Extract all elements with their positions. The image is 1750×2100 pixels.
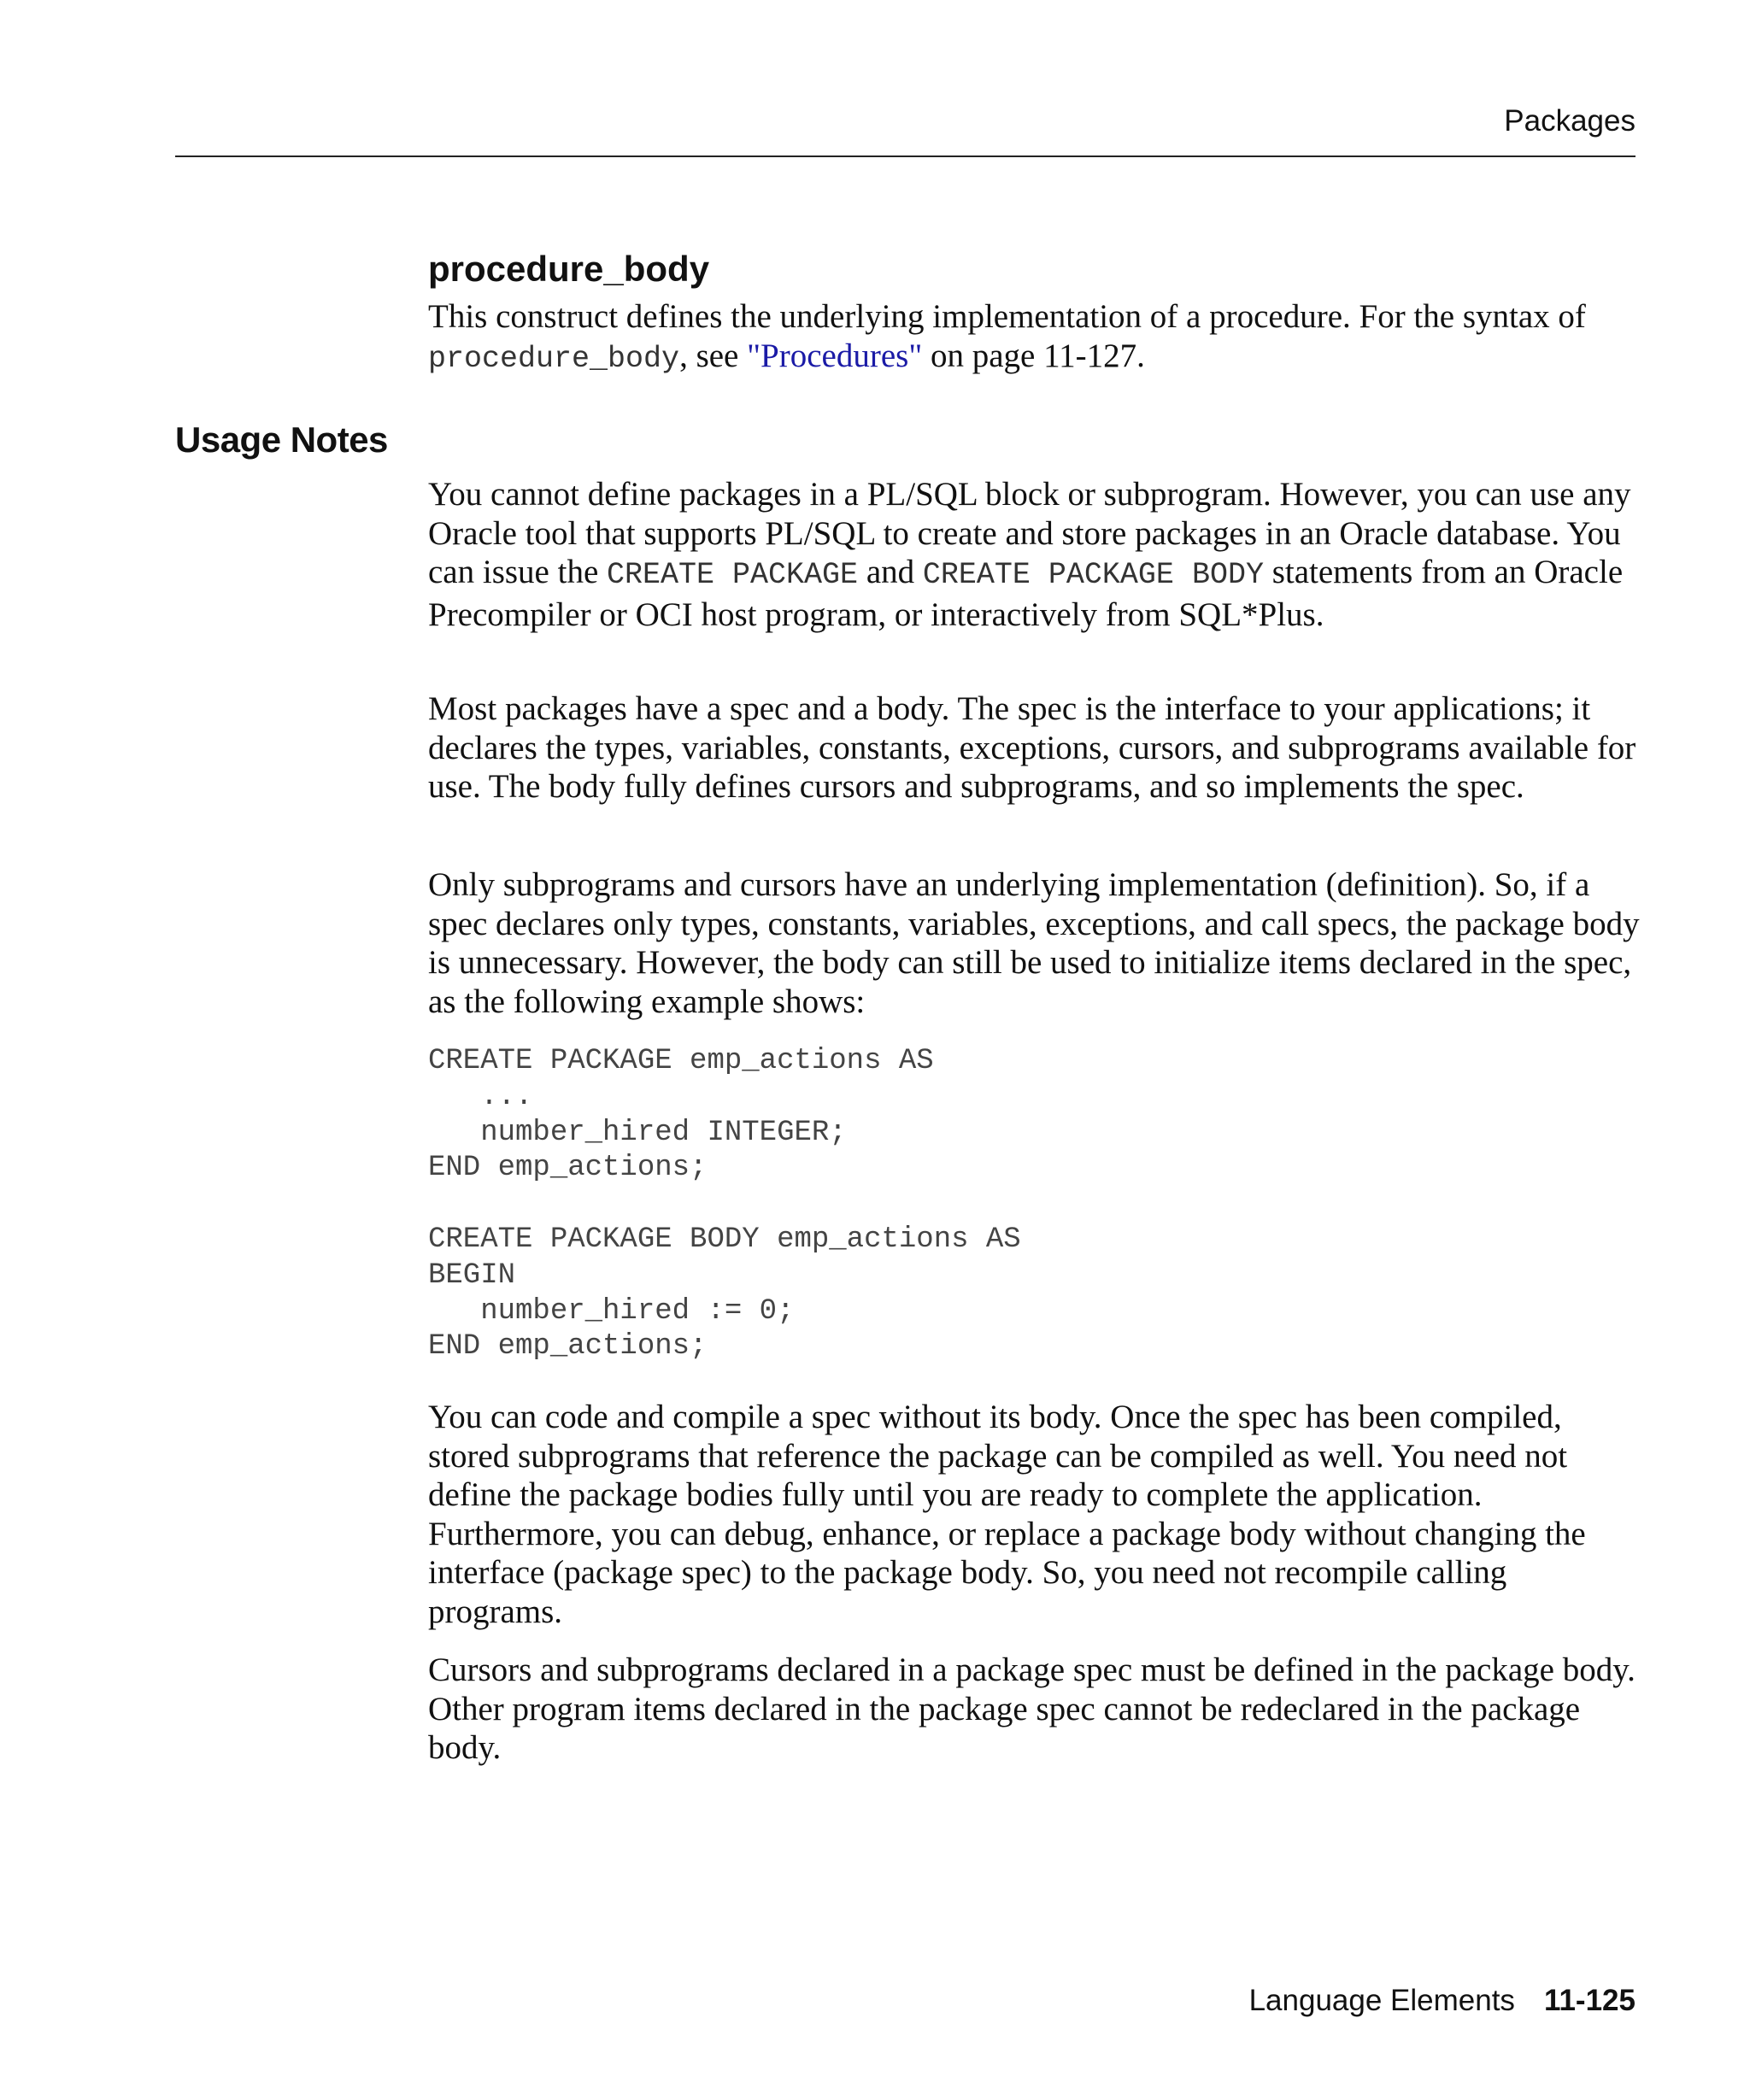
p1-text-middle: and (858, 554, 923, 590)
p1-code-create-package: CREATE PACKAGE (607, 558, 859, 592)
p1-text-after: statements from an Oracle Precompiler or OCI host program, or interactively from SQL*Plus. (428, 554, 1624, 633)
footer-page-number: 11-125 (1543, 1984, 1635, 2017)
page-footer (175, 1984, 1635, 2018)
procedures-link[interactable]: "Procedures" (747, 337, 923, 374)
procedure-body-text-after: on page 11-127. (922, 337, 1145, 374)
procedure-body-text-middle: , see (679, 337, 748, 374)
usage-notes-paragraph-2: Most packages have a spec and a body. The spec is the interface to your applications; it declares the types, variables, constants, exceptions, cursors, and subprograms available for use. The body fully defines cursors and subprograms, and so implements the spec. (428, 690, 1636, 805)
code-example: CREATE PACKAGE emp_actions AS ... number_hired INTEGER; END emp_actions; CREATE PACKAGE BODY emp_actions AS BEGIN number_hired := 0; END emp_actions; (428, 1045, 1021, 1364)
p1-text-before: You cannot define packages in a PL/SQL block or subprogram. However, you can use any Oracle tool that supports PL/SQL to create and store packages in an Oracle database. You can issue the (428, 476, 1631, 590)
usage-notes-paragraph-1 (428, 475, 1641, 634)
procedure-body-description (428, 297, 1641, 378)
usage-notes-paragraph-5: Cursors and subprograms declared in a package spec must be defined in the package body. Other program items declared in the package spec cannot be redeclared in the package body. (428, 1651, 1635, 1766)
header-rule (175, 155, 1635, 157)
procedure-body-heading: procedure_body (428, 249, 710, 289)
procedure-body-text-before: This construct defines the underlying implementation of a procedure. For the syntax of (428, 298, 1586, 335)
running-header: Packages (1504, 104, 1635, 138)
usage-notes-paragraph-3: Only subprograms and cursors have an underlying implementation (definition). So, if a spec declares only types, constants, variables, exceptions, and call specs, the package body is unnecessary. However, the body can still be used to initialize items declared in the spec, as the following example shows: (428, 866, 1640, 1020)
usage-notes-paragraph-4: You can code and compile a spec without its body. Once the spec has been compiled, stored subprograms that reference the package can be compiled as well. You need not define the package bodies fully until you are ready to complete the application. Furthermore, you can debug, enhance, or replace a package body without changing the interface (package spec) to the package body. So, you need not recompile calling programs. (428, 1399, 1586, 1630)
footer-chapter-title: Language Elements (1248, 1984, 1515, 2017)
usage-notes-heading: Usage Notes (175, 419, 388, 460)
procedure-body-code-term: procedure_body (428, 341, 680, 376)
p1-code-create-package-body: CREATE PACKAGE BODY (922, 558, 1264, 592)
